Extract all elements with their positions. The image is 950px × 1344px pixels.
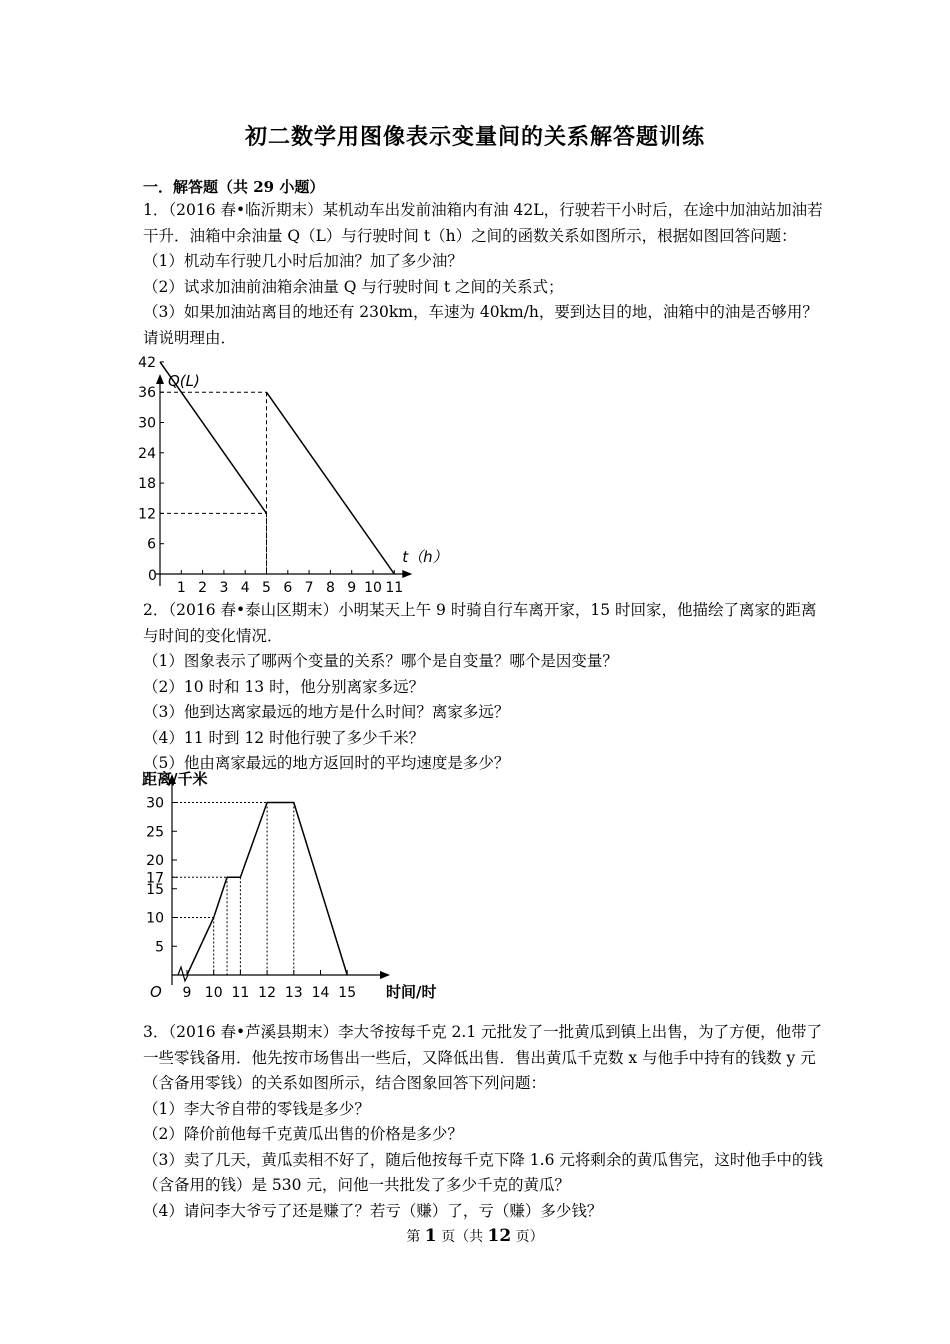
question-3-item: （3）卖了几天，黄瓜卖相不好了，随后他按每千克下降 1.6 元将剩余的黄瓜售完，这时他手中的钱（含备用的钱）是 530 元，问他一共批发了多少千克的黄瓜？ (143, 1150, 823, 1194)
y-tick-label: 10 (146, 910, 164, 927)
x-tick-label: 10 (364, 580, 382, 596)
x-tick-label: 11 (385, 580, 404, 596)
origin-label: 0 (148, 568, 157, 584)
y-tick-label: 6 (147, 536, 156, 553)
question-2-intro: 2．（2016 春•泰山区期末）小明某天上午 9 时骑自行车离开家，15 时回家，他描绘了离家的距离与时间的变化情况． (143, 601, 817, 645)
page-title: 初二数学用图像表示变量间的关系解答题训练 (244, 124, 705, 150)
y-tick-label: 42 (138, 354, 156, 371)
question-2-item: （5）他由离家最远的地方返回时的平均速度是多少？ (143, 754, 510, 772)
question-1-item: （1）机动车行驶几小时后加油？加了多少油？ (143, 252, 463, 270)
question-3 (143, 1020, 823, 1224)
x-tick-label: 2 (198, 580, 208, 596)
x-tick-label: 6 (283, 580, 293, 596)
question-1-item: （2）试求加油前油箱余油量 Q 与行驶时间 t 之间的关系式； (143, 277, 564, 296)
x-tick-label: 8 (325, 580, 335, 596)
y-tick-label: 25 (146, 824, 164, 841)
page-footer: 第 1 页（共 12 页） (406, 1226, 544, 1246)
x-tick-label: 9 (182, 985, 192, 1001)
x-tick-label: 11 (231, 985, 250, 1001)
origin-label: O (150, 983, 162, 1001)
y-tick-label: 15 (146, 881, 164, 898)
x-tick-label: 15 (338, 985, 357, 1001)
x-tick-label: 13 (284, 985, 303, 1001)
y-tick-label: 5 (155, 939, 164, 956)
question-2-item: （2）10 时和 13 时，他分别离家多远？ (143, 677, 425, 696)
x-tick-label: 1 (176, 580, 186, 596)
x-tick-label: 3 (219, 580, 229, 596)
y-tick-label: 20 (146, 853, 164, 869)
y-tick-label: 24 (138, 445, 156, 462)
x-axis-arrow (402, 570, 412, 578)
x-axis-label: 时间/时 (386, 983, 437, 1001)
fuel-chart (138, 354, 460, 596)
question-2-item: （1）图象表示了哪两个变量的关系？哪个是自变量？哪个是因变量？ (143, 652, 618, 670)
question-2 (143, 598, 823, 777)
x-tick-label: 12 (258, 985, 277, 1001)
page-total: 12 (487, 1226, 512, 1246)
y-tick-label: 30 (146, 795, 164, 812)
section-heading: 一．解答题（共 29 小题） (143, 178, 325, 196)
series-line (160, 362, 267, 514)
question-1 (143, 198, 823, 351)
page-number: 1 (424, 1226, 437, 1246)
question-3-intro: 3．（2016 春•芦溪县期末）李大爷按每千克 2.1 元批发了一批黄瓜到镇上出售，为了方便，他带了一些零钱备用．他先按市场售出一些后，又降低出售．售出黄瓜千克数 x 与他手中持有的钱数 y 元（含备用零钱）的关系如图所示，结合图象回答下列问题： (143, 1023, 823, 1092)
y-tick-label: 12 (138, 506, 156, 523)
y-tick-label: 17 (146, 870, 164, 887)
question-3-item: （1）李大爷自带的零钱是多少？ (143, 1099, 370, 1118)
x-tick-label: 14 (311, 985, 330, 1001)
question-1-intro: 1．（2016 春•临沂期末）某机动车出发前油箱内有油 42L，行驶若干小时后，在途中加油站加油若干升．油箱中余油量 Q（L）与行驶时间 t（h）之间的函数关系如图所示，根据如图回答问题： (143, 201, 823, 245)
question-3-item: （2）降价前他每千克黄瓜出售的价格是多少？ (143, 1125, 463, 1143)
question-2-item: （4）11 时到 12 时他行驶了多少千米？ (143, 728, 425, 747)
y-tick-label: 30 (138, 415, 156, 432)
y-tick-label: 18 (138, 476, 156, 493)
x-tick-label: 5 (262, 580, 271, 596)
question-2-item: （3）他到达离家最远的地方是什么时间？离家多远？ (143, 703, 510, 721)
y-axis-arrow (156, 374, 164, 384)
x-axis-label: t（h） (402, 548, 448, 566)
y-axis-label: Q(L) (168, 372, 200, 390)
x-tick-label: 4 (240, 580, 250, 596)
y-tick-label: 36 (138, 385, 156, 402)
y-axis-label: 距离/千米 (142, 770, 208, 788)
question-3-item: （4）请问李大爷亏了还是赚了？若亏（赚）了，亏（赚）多少钱？ (143, 1201, 603, 1220)
x-tick-label: 9 (347, 580, 357, 596)
distance-chart (140, 768, 460, 1003)
x-axis-arrow (380, 971, 390, 979)
question-1-item: （3）如果加油站离目的地还有 230km，车速为 40km/h，要到达目的地，油箱中的油是否够用？请说明理由． (143, 303, 818, 347)
series-line (267, 392, 395, 574)
x-tick-label: 7 (304, 580, 314, 596)
x-tick-label: 10 (204, 985, 223, 1001)
